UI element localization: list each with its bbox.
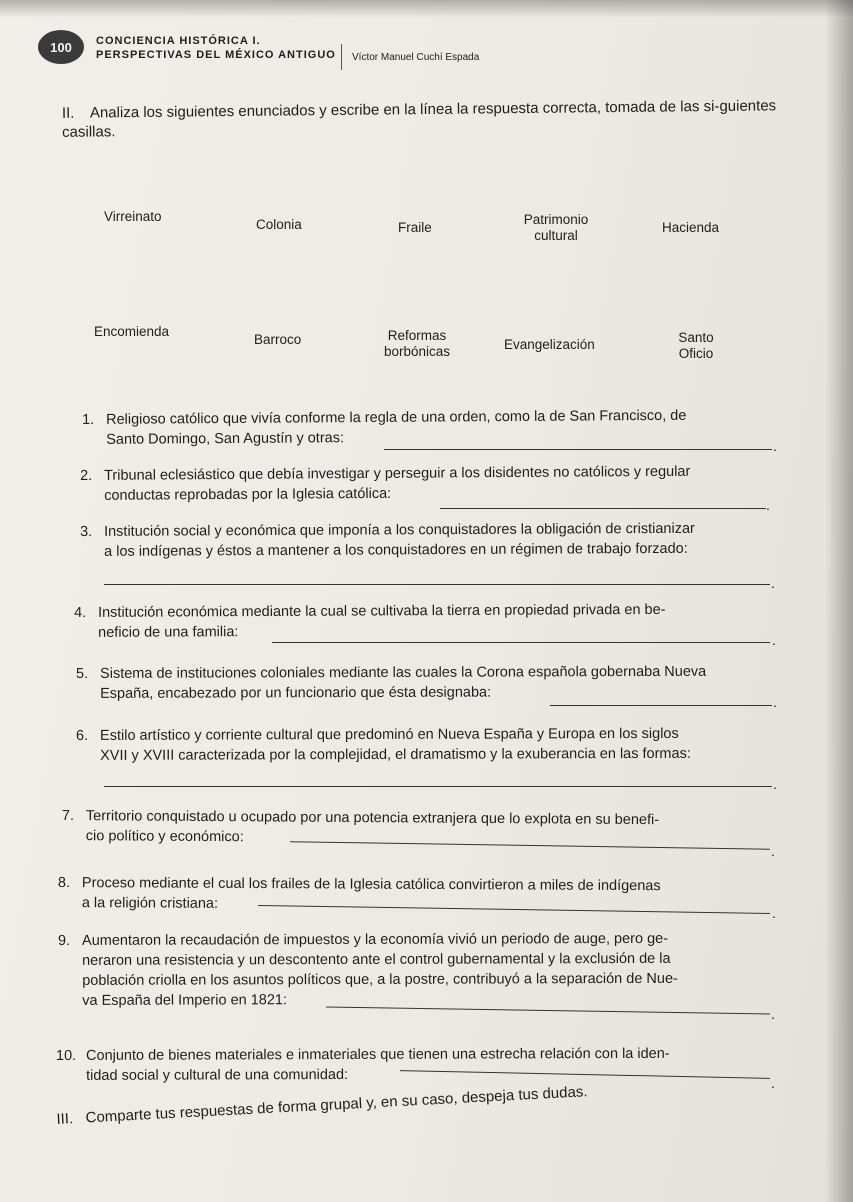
word-bank-item: Hacienda [662, 220, 720, 235]
author-name: Víctor Manuel Cuchí Espada [352, 52, 480, 63]
word-bank-item: Patrimonio cultural [523, 212, 589, 243]
question-number: 1. [82, 411, 95, 428]
question-item [76, 723, 796, 766]
question-line: Santo Domingo, San Agustín y otras: [106, 430, 345, 448]
question-line: neficio de una familia: [98, 624, 239, 641]
question-number: 7. [61, 807, 75, 825]
period-mark: . [766, 497, 770, 513]
question-line: Institución social y económica que imponía a los conquistadores la obligación de cristianizar [104, 520, 695, 540]
book-title-line1: CONCIENCIA HISTÓRICA I. [96, 35, 261, 47]
period-mark: . [773, 776, 777, 792]
period-mark: . [772, 905, 776, 921]
section-2-instructions [62, 96, 792, 142]
question-line: Aumentaron la recaudación de impuestos y la economía vivió un periodo de auge, pero ge- [82, 930, 669, 949]
question-line: Tribunal eclesiástico que debía investigar y perseguir a los disidentes no católicos y regular [104, 463, 691, 484]
question-number: 2. [80, 467, 93, 484]
question-line: Sistema de instituciones coloniales mediante las cuales la Corona española gobernaba Nueva [100, 663, 707, 682]
section-2-text: Analiza los siguientes enunciados y escribe en la línea la respuesta correcta, tomada de las si-guientes casillas. [62, 97, 777, 141]
word-bank-item: Fraile [398, 220, 432, 235]
word-bank-item: Evangelización [504, 337, 595, 352]
question-number: 5. [76, 665, 89, 682]
period-mark: . [771, 843, 775, 859]
word-bank-item: Santo Oficio [678, 330, 714, 361]
question-item [58, 873, 778, 917]
period-mark: . [773, 694, 777, 710]
answer-line-4[interactable] [272, 642, 770, 643]
question-line: XVII y XVIII caracterizada por la complejidad, el dramatismo y la exuberancia en las formas: [100, 745, 691, 764]
word-bank-item: Colonia [256, 217, 302, 232]
question-item [80, 518, 800, 562]
question-line: a la religión cristiana: [81, 895, 219, 912]
period-mark: . [771, 1006, 775, 1022]
question-line: tidad social y cultural de una comunidad: [86, 1066, 349, 1084]
section-3-number: III. [56, 1110, 74, 1128]
period-mark: . [771, 575, 775, 591]
question-number: 4. [74, 604, 87, 621]
question-line: a los indígenas y éstos a mantener a los conquistadores en un régimen de trabajo forzado: [104, 540, 688, 560]
page-edge-shadow [825, 0, 853, 1202]
question-number: 3. [80, 523, 93, 540]
page-number-badge: 100 [38, 30, 84, 64]
answer-line-3[interactable] [104, 584, 770, 585]
book-title-line2: PERSPECTIVAS DEL MÉXICO ANTIGUO [96, 49, 336, 61]
period-mark: . [773, 438, 777, 454]
question-line: cio político y económico: [85, 828, 244, 846]
question-line: Estilo artístico y corriente cultural que predominó en Nueva España y Europa en los siglos [100, 725, 679, 744]
question-number: 6. [76, 727, 89, 744]
question-item [74, 599, 794, 643]
question-line: Territorio conquistado u ocupado por una potencia extranjera que lo explota en su benefi- [85, 808, 660, 829]
question-item [56, 1043, 776, 1086]
period-mark: . [772, 632, 776, 648]
question-item [58, 928, 778, 1011]
word-bank-item: Encomienda [94, 324, 170, 339]
question-line: población criolla en los asuntos políticos que, a la postre, contribuyó a la separación de Nue- [82, 970, 678, 989]
section-3-text: Comparte tus respuestas de forma grupal y, en su caso, despeja tus dudas. [85, 1083, 588, 1127]
question-line: Institución económica mediante la cual se cultivaba la tierra en propiedad privada en be- [98, 601, 666, 621]
word-bank-item: Virreinato [104, 209, 162, 224]
question-line: España, encabezado por un funcionario que ésta designaba: [100, 684, 492, 702]
question-line: Proceso mediante el cual los frailes de la Iglesia católica convirtieron a miles de indígenas [81, 875, 661, 895]
top-shadow [0, 0, 853, 18]
question-number: 8. [57, 875, 71, 892]
answer-line-6[interactable] [104, 786, 772, 787]
question-line: va España del Imperio en 1821: [82, 992, 288, 1009]
period-mark: . [771, 1075, 775, 1091]
answer-line-5[interactable] [550, 705, 772, 706]
question-number: 10. [56, 1047, 77, 1064]
section-3-instructions [56, 1082, 588, 1130]
book-title [96, 34, 336, 62]
header-divider [341, 44, 342, 70]
section-2-number: II. [61, 104, 75, 122]
question-item [80, 461, 800, 506]
word-bank-item: Reformas borbónicas [383, 328, 451, 359]
question-item [82, 405, 802, 450]
question-item [76, 661, 796, 704]
question-line: Religioso católico que vivía conforme la regla de una orden, como la de San Francisco, de [106, 407, 687, 428]
question-number: 9. [58, 932, 71, 949]
answer-line-2[interactable] [440, 508, 766, 509]
question-line: neraron una resistencia y un descontento ante el control gubernamental y la exclusión de la [82, 950, 671, 969]
answer-line-1[interactable] [384, 449, 772, 450]
word-bank-item: Barroco [254, 332, 302, 347]
question-line: conductas reprobadas por la Iglesia católica: [104, 485, 392, 504]
question-line: Conjunto de bienes materiales e inmateriales que tienen una estrecha relación con la iden- [86, 1045, 670, 1064]
